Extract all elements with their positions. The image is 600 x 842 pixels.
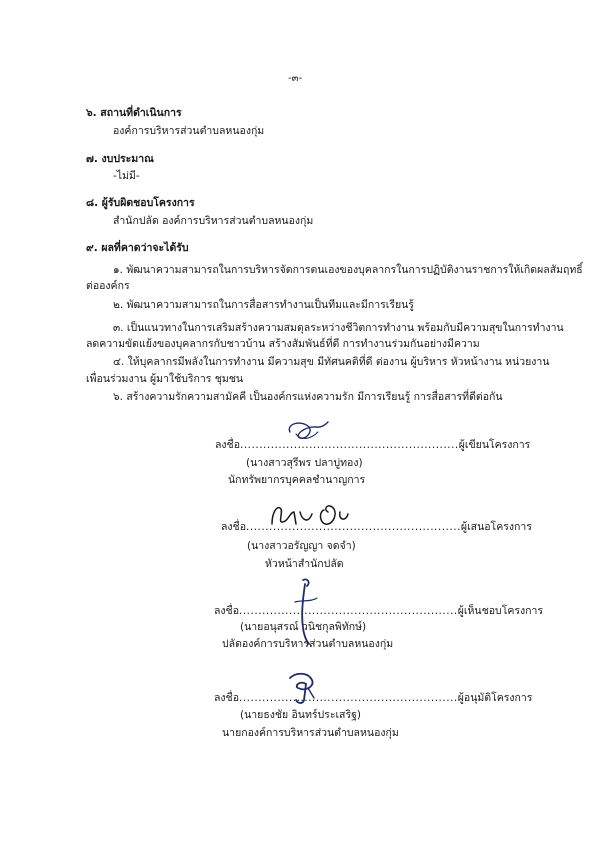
result-item-4-line2: เพื่อนร่วมงาน ผู้มาใช้บริการ ชุมชน (86, 373, 244, 385)
section-heading-budget: ๗. งบประมาณ (86, 153, 154, 165)
sign-label: ลงชื่อ (214, 692, 239, 704)
result-item-4-line1: ๔. ให้บุคลากรมีพลังในการทำงาน มีความสุข มีทัศนคติที่ดี ต่องาน ผู้บริหาร หัวหน้างาน หน่วยงาน (113, 356, 550, 368)
result-item-6: ๖. สร้างความรักความสามัคคี เป็นองค์กรแห่งความรัก มีการเรียนรู้ การสื่อสารที่ดีต่อกัน (113, 391, 503, 403)
result-item-2: ๒. พัฒนาความสามารถในการสื่อสารทำงานเป็นทีมและมีการเรียนรู้ (113, 299, 414, 311)
signatory-position-writer: นักทรัพยากรบุคคลชำนาญการ (228, 474, 366, 486)
signatory-name-endorser: (นายอนุสรณ์ วนิชกุลพิทักษ์) (240, 621, 367, 633)
result-item-3-line2: ลดความขัดแย้งของบุคลากรกับชาวบ้าน สร้างสัมพันธ์ที่ดี การทำงานร่วมกันอย่างมีความ (86, 338, 480, 350)
signatory-position-proposer: หัวหน้าสำนักปลัด (265, 558, 344, 570)
signatory-position-approver: นายกองค์การบริหารส่วนตำบลหนองกุ่ม (222, 727, 399, 739)
signature-role: ผู้เขียนโครงการ (458, 439, 531, 451)
signature-dots: ......................................................... (239, 605, 458, 617)
handwritten-signature-writer (282, 418, 332, 448)
signature-line-writer (215, 436, 530, 453)
signatory-name-writer: (นางสาวสุรีพร ปลาบู่ทอง) (246, 457, 363, 469)
signatory-name-proposer: (นางสาวอรัญญา จดจำ) (247, 540, 356, 552)
signatory-position-endorser: ปลัดองค์การบริหารส่วนตำบลหนองกุ่ม (222, 638, 394, 650)
result-item-1-line1: ๑. พัฒนาความสามารถในการบริหารจัดการตนเองของบุคลากรในการปฏิบัติงานราชการให้เกิดผลสัมฤทธิ์ (113, 264, 583, 276)
sign-label: ลงชื่อ (221, 521, 246, 533)
signature-dots: ......................................................... (240, 439, 459, 451)
signature-role: ผู้อนุมัติโครงการ (457, 692, 533, 704)
result-item-1-line2: ต่อองค์กร (86, 280, 130, 292)
sign-label: ลงชื่อ (214, 605, 239, 617)
signature-dots: ......................................................... (239, 692, 458, 704)
section-body-location: องค์การบริหารส่วนตำบลหนองกุ่ม (113, 125, 265, 137)
signature-role: ผู้เห็นชอบโครงการ (457, 605, 544, 617)
signature-role: ผู้เสนอโครงการ (460, 521, 532, 533)
signature-dots: ........................................................ (246, 521, 461, 533)
handwritten-signature-proposer (266, 498, 356, 532)
result-item-3-line1: ๓. เป็นแนวทางในการเสริมสร้างความสมดุลระหว่างชีวิตการทำงาน พร้อมกับมีความสุขในการทำงาน (113, 322, 564, 334)
section-heading-location: ๖. สถานที่ดำเนินการ (86, 107, 182, 119)
section-heading-responsible: ๘. ผู้รับผิดชอบโครงการ (86, 197, 195, 209)
page-number: -๓- (288, 73, 303, 84)
handwritten-signature-endorser (285, 576, 325, 646)
section-body-budget: -ไม่มี- (113, 170, 140, 182)
signature-line-endorser (214, 602, 543, 619)
handwritten-signature-approver (282, 668, 322, 708)
section-body-responsible: สำนักปลัด องค์การบริหารส่วนตำบลหนองกุ่ม (113, 215, 314, 227)
sign-label: ลงชื่อ (215, 439, 240, 451)
signature-line-approver (214, 689, 532, 706)
signatory-name-approver: (นายธงชัย อินทร์ประเสริฐ) (240, 709, 361, 721)
section-heading-expected-results: ๙. ผลที่คาดว่าจะได้รับ (86, 242, 189, 254)
